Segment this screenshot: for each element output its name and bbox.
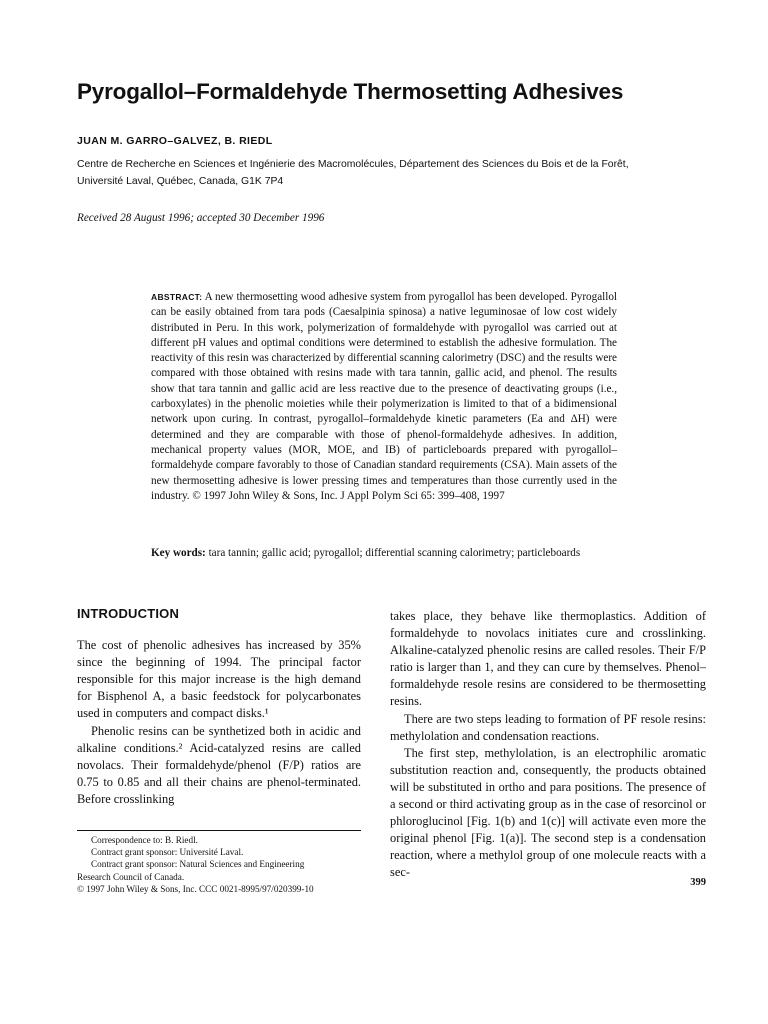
page-number: 399 xyxy=(690,877,706,888)
received-dates: Received 28 August 1996; accepted 30 December 1996 xyxy=(77,212,325,224)
body-paragraph: Phenolic resins can be synthetized both in acidic and alkaline conditions.² Acid-catalyzed resins are called novolacs. Their formaldehyde/phenol (F/P) ratios are 0.75 to 0.85 and all their chains are phenol-terminated. Before crosslinking xyxy=(77,723,361,806)
paper-title: Pyrogallol–Formaldehyde Thermosetting Adhesives xyxy=(77,79,624,104)
right-column xyxy=(390,608,706,882)
keywords-text: tara tannin; gallic acid; pyrogallol; differential scanning calorimetry; particleboards xyxy=(208,547,581,559)
body-paragraph: There are two steps leading to formation of PF resole resins: methylolation and condensation reactions. xyxy=(390,711,706,743)
keywords-label: Key words: xyxy=(151,547,206,559)
abstract-label: ABSTRACT: xyxy=(151,292,203,302)
body-paragraph: The first step, methylolation, is an electrophilic aromatic substitution reaction and, consequently, the products obtained will be substituted in ortho and para positions. The presence of a second or third activating group as in the case of resorcinol or phloroglucinol [Fig. 1(b) and 1(c)] will activate even more the original phenol [Fig. 1(a)]. The second step is a condensation reaction, where a methylol group of one molecule reacts with a sec- xyxy=(390,745,706,880)
footnotes xyxy=(77,834,367,895)
abstract-text: A new thermosetting wood adhesive system from pyrogallol has been developed. Pyrogallol can be easily obtained from tara pods (Caesalpinia spinosa) a native leguminosae of low cost widely distributed in Peru. In this work, polymerization of formaldehyde with pyrogallol was carried out at different pH values and optimal conditions were determined to establish the adhesive formulation. The reactivity of this resin was characterized by differential scanning calorimetry (DSC) and the results were compared with those obtained with resins made with tara tannin, gallic acid, and phenol. The results show that tara tannin and gallic acid are less reactive due to the presence of deactivating groups (i.e., carboxylates) in the phenolic moieties while their polymerization is limited to that of a bidimensional network upon curing. In contrast, pyrogallol–formaldehyde kinetic parameters (Ea and ΔH) were determined and they are comparable with those of phenol-formaldehyde adhesives. In addition, mechanical property values (MOR, MOE, and IB) of particleboards prepared with pyrogallol–formaldehyde compare favorably to those of Canadian standard requirements (CSA). Main assets of the new thermosetting adhesive is lower pressing times and temperatures than those currently used in the industry. © 1997 John Wiley & Sons, Inc. J Appl Polym Sci 65: 399–408, 1997 xyxy=(151,291,617,502)
abstract xyxy=(151,290,617,504)
body-paragraph: takes place, they behave like thermoplastics. Addition of formaldehyde to novolacs initiates cure and crosslinking. Alkaline-catalyzed phenolic resins are called resoles. Their F/P ratio is larger than 1, and they can cure by themselves. Phenol–formaldehyde resole resins are considered to be thermosetting resins. xyxy=(390,609,706,709)
affiliation-line: Centre de Recherche en Sciences et Ingénierie des Macromolécules, Département des Sciences du Bois et de la Forêt, xyxy=(77,159,629,170)
affiliation-line: Université Laval, Québec, Canada, G1K 7P4 xyxy=(77,176,284,187)
authors: JUAN M. GARRO–GALVEZ, B. RIEDL xyxy=(77,135,273,147)
body-paragraph: The cost of phenolic adhesives has increased by 35% since the beginning of 1994. The principal factor responsible for this major increase is the high demand for Bisphenol A, a basic feedstock for polycarbonates used in computers and compact disks.¹ xyxy=(77,638,361,721)
footnote-line: Research Council of Canada. xyxy=(77,871,185,882)
footnote-divider xyxy=(77,830,361,831)
left-column xyxy=(77,605,361,808)
introduction-heading: INTRODUCTION xyxy=(77,606,180,621)
footnote-line: Contract grant sponsor: Université Laval. xyxy=(91,847,244,858)
footnote-line: Contract grant sponsor: Natural Sciences and Engineering xyxy=(91,859,305,870)
affiliation xyxy=(77,156,697,190)
keywords xyxy=(151,546,617,561)
footnote-line: Correspondence to: B. Riedl. xyxy=(91,835,198,845)
footnote-line: © 1997 John Wiley & Sons, Inc. CCC 0021-8995/97/020399-10 xyxy=(77,883,314,894)
